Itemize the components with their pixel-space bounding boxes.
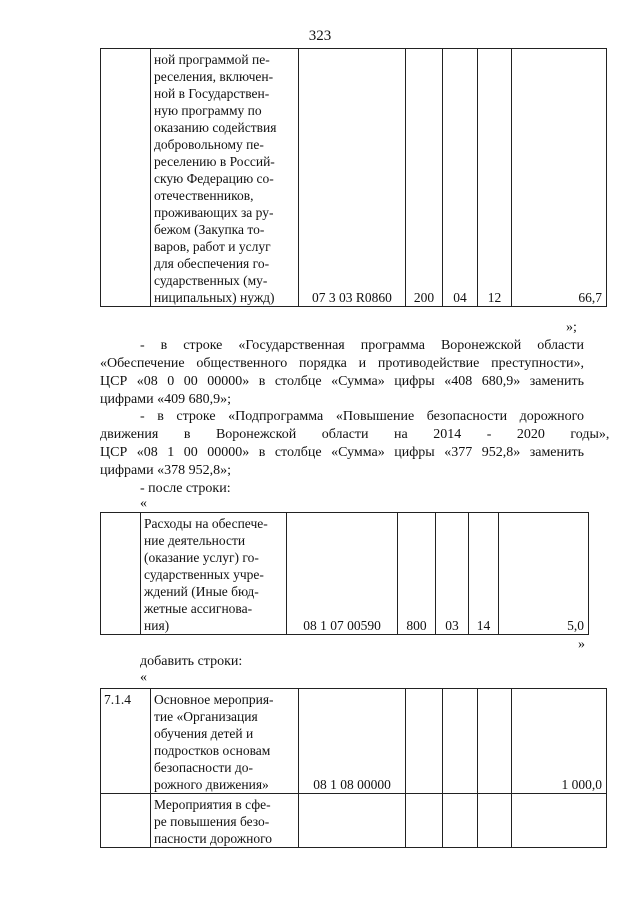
- pr-cell: 14: [469, 513, 499, 635]
- budget-table-continued: [100, 48, 607, 307]
- csr-cell: 07 3 03 R0860: [299, 49, 406, 307]
- closing-quote: »: [578, 637, 585, 652]
- vr-cell: 800: [398, 513, 436, 635]
- row-number-cell: [101, 513, 141, 635]
- table-row: [101, 513, 589, 635]
- sum-cell: [512, 794, 607, 848]
- csr-cell: 08 1 07 00590: [287, 513, 398, 635]
- closing-quote: »;: [566, 320, 577, 335]
- row-number-cell: [101, 49, 151, 307]
- vr-cell: 200: [406, 49, 443, 307]
- rz-cell: [443, 794, 478, 848]
- sum-cell: 1 000,0: [512, 689, 607, 794]
- paragraph-2-line-4: цифрами «378 952,8»;: [100, 463, 232, 478]
- paragraph-2-line-2: движения в Воронежской области на 2014 - 2020 годы»,: [100, 427, 610, 442]
- budget-table-after-row: [100, 512, 589, 635]
- table-row: [101, 794, 607, 848]
- row-description-cell: Основное мероприя- тие «Организация обучения детей и подростков основам безопасности до- рожного движения»: [151, 689, 299, 794]
- paragraph-1-line-1: - в строке «Государственная программа Воронежской области: [140, 338, 584, 353]
- vr-cell: [406, 689, 443, 794]
- rz-cell: [443, 689, 478, 794]
- pr-cell: [478, 689, 512, 794]
- row-description-cell: ной программой пе- реселения, включен- ной в Государствен- ную программу по оказанию содействия добровольному пе- реселению в Россий- скую Федерацию со- отечественников, проживающих за ру- бежом (Закупка то- варов, работ и услуг для обеспечения го- сударственных (му- ниципальных) нужд): [151, 49, 299, 307]
- csr-cell: [299, 794, 406, 848]
- opening-quote: «: [140, 670, 147, 685]
- add-rows-label: добавить строки:: [140, 654, 243, 669]
- rz-cell: 04: [443, 49, 478, 307]
- row-number-cell: 7.1.4: [101, 689, 151, 794]
- opening-quote: «: [140, 496, 147, 511]
- vr-cell: [406, 794, 443, 848]
- table-row: [101, 689, 607, 794]
- page-number: 323: [308, 28, 332, 44]
- after-row-label: - после строки:: [140, 481, 231, 496]
- sum-cell: 5,0: [499, 513, 589, 635]
- budget-table-added-rows: [100, 688, 607, 848]
- sum-cell: 66,7: [512, 49, 607, 307]
- pr-cell: 12: [478, 49, 512, 307]
- table-row: [101, 49, 607, 307]
- csr-cell: 08 1 08 00000: [299, 689, 406, 794]
- paragraph-2-line-3: ЦСР «08 1 00 00000» в столбце «Сумма» цифры «377 952,8» заменить: [100, 445, 584, 460]
- row-description-cell: Мероприятия в сфе- ре повышения безо- пасности дорожного: [151, 794, 299, 848]
- rz-cell: 03: [436, 513, 469, 635]
- paragraph-1-line-3: ЦСР «08 0 00 00000» в столбце «Сумма» цифры «408 680,9» заменить: [100, 374, 584, 389]
- paragraph-2-line-1: - в строке «Подпрограмма «Повышение безопасности дорожного: [140, 409, 584, 424]
- row-description-cell: Расходы на обеспече- ние деятельности (оказание услуг) го- сударственных учре- ждений (Иные бюд- жетные ассигнова- ния): [141, 513, 287, 635]
- paragraph-1-line-2: «Обеспечение общественного порядка и противодействие преступности»,: [100, 356, 584, 371]
- pr-cell: [478, 794, 512, 848]
- paragraph-1-line-4: цифрами «409 680,9»;: [100, 392, 232, 407]
- row-number-cell: [101, 794, 151, 848]
